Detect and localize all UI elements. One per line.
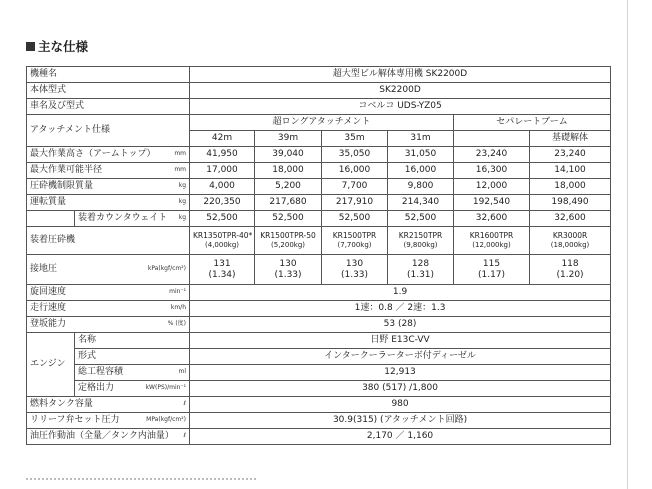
- spec-table: [26, 66, 611, 445]
- model-name-label: 機種名: [27, 67, 190, 83]
- engine-type-value: インタークーラーターボ付ディーゼル: [190, 349, 611, 365]
- section-heading-text: 主な仕様: [38, 39, 89, 54]
- crusher-mass-unit: kg: [178, 182, 187, 190]
- max-radius-label-cell: [27, 163, 190, 179]
- ground-pressure-kpa: 130: [345, 259, 364, 270]
- vehicle-model-label: 車名及び型式: [27, 99, 190, 115]
- row-engine-displacement: [27, 365, 611, 381]
- swing-speed-label: 旋回速度: [30, 286, 67, 297]
- operating-mass-value: 198,490: [530, 195, 611, 211]
- ground-pressure-kpa: 118: [561, 259, 579, 270]
- max-height-unit: mm: [174, 150, 187, 158]
- operating-mass-label-cell: [27, 195, 190, 211]
- engine-name-label: 名称: [75, 333, 190, 349]
- swing-speed-unit: min⁻¹: [169, 288, 187, 296]
- ground-pressure-cell: [190, 255, 255, 285]
- engine-output-value: 380 (517) /1,800: [190, 381, 611, 397]
- engine-displacement-label-cell: [75, 365, 190, 381]
- crusher-model: KR1500TPR-50: [260, 231, 316, 241]
- engine-name-value: 日野 E13C-VV: [190, 333, 611, 349]
- model-name-value: 超大型ビル解体専用機 SK2200D: [190, 67, 611, 83]
- relief-valve-label-cell: [27, 413, 190, 429]
- section-heading: [26, 37, 88, 55]
- crusher-mass: (9,800kg): [403, 240, 438, 249]
- crusher-cell: [530, 227, 611, 255]
- ground-pressure-cell: [322, 255, 388, 285]
- crusher-mass-value: 5,200: [255, 179, 322, 195]
- operating-mass-label: 運転質量: [30, 196, 67, 207]
- operating-mass-unit: kg: [178, 198, 187, 206]
- row-engine-type: [27, 349, 611, 365]
- max-height-value: 35,050: [322, 147, 388, 163]
- ground-pressure-kpa: 131: [213, 259, 231, 270]
- row-engine-name: [27, 333, 611, 349]
- separate-basic: 基礎解体: [530, 131, 611, 147]
- counterweight-value: 52,500: [322, 211, 388, 227]
- max-height-value: 31,050: [388, 147, 454, 163]
- cropped-footnote: [26, 478, 256, 484]
- counterweight-value: 32,600: [530, 211, 611, 227]
- crusher-mass-label: 圧砕機制限質量: [30, 180, 94, 191]
- gradeability-label-cell: [27, 317, 190, 333]
- ground-pressure-kpa: 130: [279, 259, 297, 270]
- engine-type-label: 形式: [75, 349, 190, 365]
- engine-label: エンジン: [27, 333, 75, 397]
- gradeability-label: 登坂能力: [30, 318, 67, 329]
- relief-valve-value: 30.9(315) (アタッチメント回路): [190, 413, 611, 429]
- swing-speed-value: 1.9: [190, 285, 611, 301]
- swing-speed-label-cell: [27, 285, 190, 301]
- crusher-model: KR1350TPR-40*: [193, 231, 253, 241]
- crusher-mass-value: 18,000: [530, 179, 611, 195]
- crusher-cell: [454, 227, 530, 255]
- ground-pressure-kpa: 115: [482, 259, 501, 270]
- engine-displacement-unit: ml: [178, 368, 187, 376]
- fuel-tank-label: 燃料タンク容量: [30, 398, 93, 409]
- ground-pressure-label-cell: [27, 255, 190, 285]
- attachment-group-long: 超ロングアタッチメント: [190, 115, 454, 131]
- row-engine-output: [27, 381, 611, 397]
- ground-pressure-cell: [255, 255, 322, 285]
- engine-displacement-value: 12,913: [190, 365, 611, 381]
- ground-pressure-kgf: (1.17): [477, 269, 506, 280]
- max-height-value: 23,240: [530, 147, 611, 163]
- row-model-name: [27, 67, 611, 83]
- crusher-cell: [190, 227, 255, 255]
- ground-pressure-cell: [454, 255, 530, 285]
- row-crusher-mass: [27, 179, 611, 195]
- row-operating-mass: [27, 195, 611, 211]
- relief-valve-label: リリーフ弁セット圧力: [30, 414, 120, 425]
- max-height-value: 41,950: [190, 147, 255, 163]
- hydraulic-oil-label-cell: [27, 429, 190, 445]
- top-strip: [0, 0, 652, 20]
- attachment-group-separate: セパレートブーム: [454, 115, 611, 131]
- page-right-rule: [627, 0, 628, 489]
- row-vehicle-model: [27, 99, 611, 115]
- row-attachment-groups: [27, 115, 611, 131]
- counterweight-label-cell: [75, 211, 190, 227]
- engine-output-label-cell: [75, 381, 190, 397]
- operating-mass-value: 192,540: [454, 195, 530, 211]
- max-radius-value: 16,000: [322, 163, 388, 179]
- row-max-radius: [27, 163, 611, 179]
- crusher-mass-value: 12,000: [454, 179, 530, 195]
- row-gradeability: [27, 317, 611, 333]
- counterweight-value: 52,500: [388, 211, 454, 227]
- crusher-mass: (18,000kg): [550, 240, 590, 249]
- attachment-label: アタッチメント仕様: [27, 115, 190, 147]
- crusher-mass: (12,000kg): [472, 240, 511, 249]
- ground-pressure-kgf: (1.34): [208, 269, 236, 280]
- crusher-model: KR1500TPR: [332, 231, 377, 241]
- travel-speed-value: 1速：0.8 ／ 2速：1.3: [190, 301, 611, 317]
- crusher-mass: (5,200kg): [271, 240, 306, 249]
- crusher-mass-value: 9,800: [388, 179, 454, 195]
- crusher-mass-value: 7,700: [322, 179, 388, 195]
- engine-output-label: 定格出力: [78, 382, 115, 393]
- crusher-mass: (7,700kg): [337, 240, 372, 249]
- operating-mass-value: 220,350: [190, 195, 255, 211]
- fuel-tank-unit: ℓ: [183, 400, 187, 408]
- operating-mass-value: 217,910: [322, 195, 388, 211]
- engine-output-unit: kW(PS)/min⁻¹: [145, 384, 187, 392]
- crusher-label: 装着圧砕機: [27, 227, 190, 255]
- hydraulic-oil-label: 油圧作動油（全量／タンク内油量）: [30, 430, 174, 441]
- crusher-model: KR1600TPR: [469, 231, 514, 241]
- max-height-label-cell: [27, 147, 190, 163]
- crusher-mass-label-cell: [27, 179, 190, 195]
- max-radius-value: 16,000: [388, 163, 454, 179]
- operating-mass-value: 214,340: [388, 195, 454, 211]
- relief-valve-unit: MPa(kgf/cm²): [146, 416, 187, 424]
- fuel-tank-value: 980: [190, 397, 611, 413]
- counterweight-label: 装着カウンタウェイト: [78, 212, 168, 223]
- counterweight-unit: kg: [178, 214, 187, 222]
- ground-pressure-kpa: 128: [411, 259, 430, 270]
- hydraulic-oil-value: 2,170 ／ 1,160: [190, 429, 611, 445]
- row-travel-speed: [27, 301, 611, 317]
- body-model-label: 本体型式: [27, 83, 190, 99]
- ground-pressure-label: 接地圧: [30, 263, 58, 274]
- crusher-cell: [388, 227, 454, 255]
- max-radius-value: 17,000: [190, 163, 255, 179]
- ground-pressure-kgf: (1.33): [274, 269, 302, 280]
- crusher-model: KR3000R: [552, 231, 588, 241]
- ground-pressure-kgf: (1.20): [556, 269, 584, 280]
- row-relief-valve: [27, 413, 611, 429]
- engine-displacement-label: 総工程容積: [78, 366, 124, 377]
- ground-pressure-kgf: (1.33): [340, 269, 369, 280]
- crusher-mass-value: 4,000: [190, 179, 255, 195]
- gradeability-value: 53 (28): [190, 317, 611, 333]
- max-radius-label: 最大作業可能半径: [30, 164, 103, 175]
- row-swing-speed: [27, 285, 611, 301]
- operating-mass-value: 217,680: [255, 195, 322, 211]
- travel-speed-unit: km/h: [170, 304, 187, 312]
- row-max-height: [27, 147, 611, 163]
- max-height-value: 23,240: [454, 147, 530, 163]
- row-fuel-tank: [27, 397, 611, 413]
- max-radius-value: 14,100: [530, 163, 611, 179]
- max-height-value: 39,040: [255, 147, 322, 163]
- row-crusher: [27, 227, 611, 255]
- counterweight-value: 32,600: [454, 211, 530, 227]
- crusher-cell: [255, 227, 322, 255]
- row-ground-pressure: [27, 255, 611, 285]
- crusher-cell: [322, 227, 388, 255]
- length-39m: 39m: [255, 131, 322, 147]
- body-model-value: SK2200D: [190, 83, 611, 99]
- max-radius-value: 16,300: [454, 163, 530, 179]
- row-counterweight: [27, 211, 611, 227]
- max-radius-unit: mm: [174, 166, 187, 174]
- counterweight-indent: [27, 211, 75, 227]
- travel-speed-label: 走行速度: [30, 302, 67, 313]
- counterweight-value: 52,500: [190, 211, 255, 227]
- max-height-label: 最大作業高さ（アームトップ）: [30, 148, 156, 159]
- ground-pressure-kgf: (1.31): [406, 269, 435, 280]
- length-31m: 31m: [388, 131, 454, 147]
- crusher-mass: (4,000kg): [205, 240, 240, 249]
- max-radius-value: 18,000: [255, 163, 322, 179]
- hydraulic-oil-unit: ℓ: [183, 432, 187, 440]
- row-hydraulic-oil: [27, 429, 611, 445]
- ground-pressure-cell: [388, 255, 454, 285]
- length-42m: 42m: [190, 131, 255, 147]
- counterweight-value: 52,500: [255, 211, 322, 227]
- vehicle-model-value: コベルコ UDS-YZ05: [190, 99, 611, 115]
- ground-pressure-cell: [530, 255, 611, 285]
- ground-pressure-unit: kPa(kgf/cm²): [147, 265, 187, 273]
- separate-blank: [454, 131, 530, 147]
- travel-speed-label-cell: [27, 301, 190, 317]
- row-body-model: [27, 83, 611, 99]
- crusher-model: KR2150TPR: [398, 231, 443, 241]
- gradeability-unit: % (度): [167, 320, 187, 328]
- length-35m: 35m: [322, 131, 388, 147]
- square-bullet-icon: [26, 42, 35, 51]
- fuel-tank-label-cell: [27, 397, 190, 413]
